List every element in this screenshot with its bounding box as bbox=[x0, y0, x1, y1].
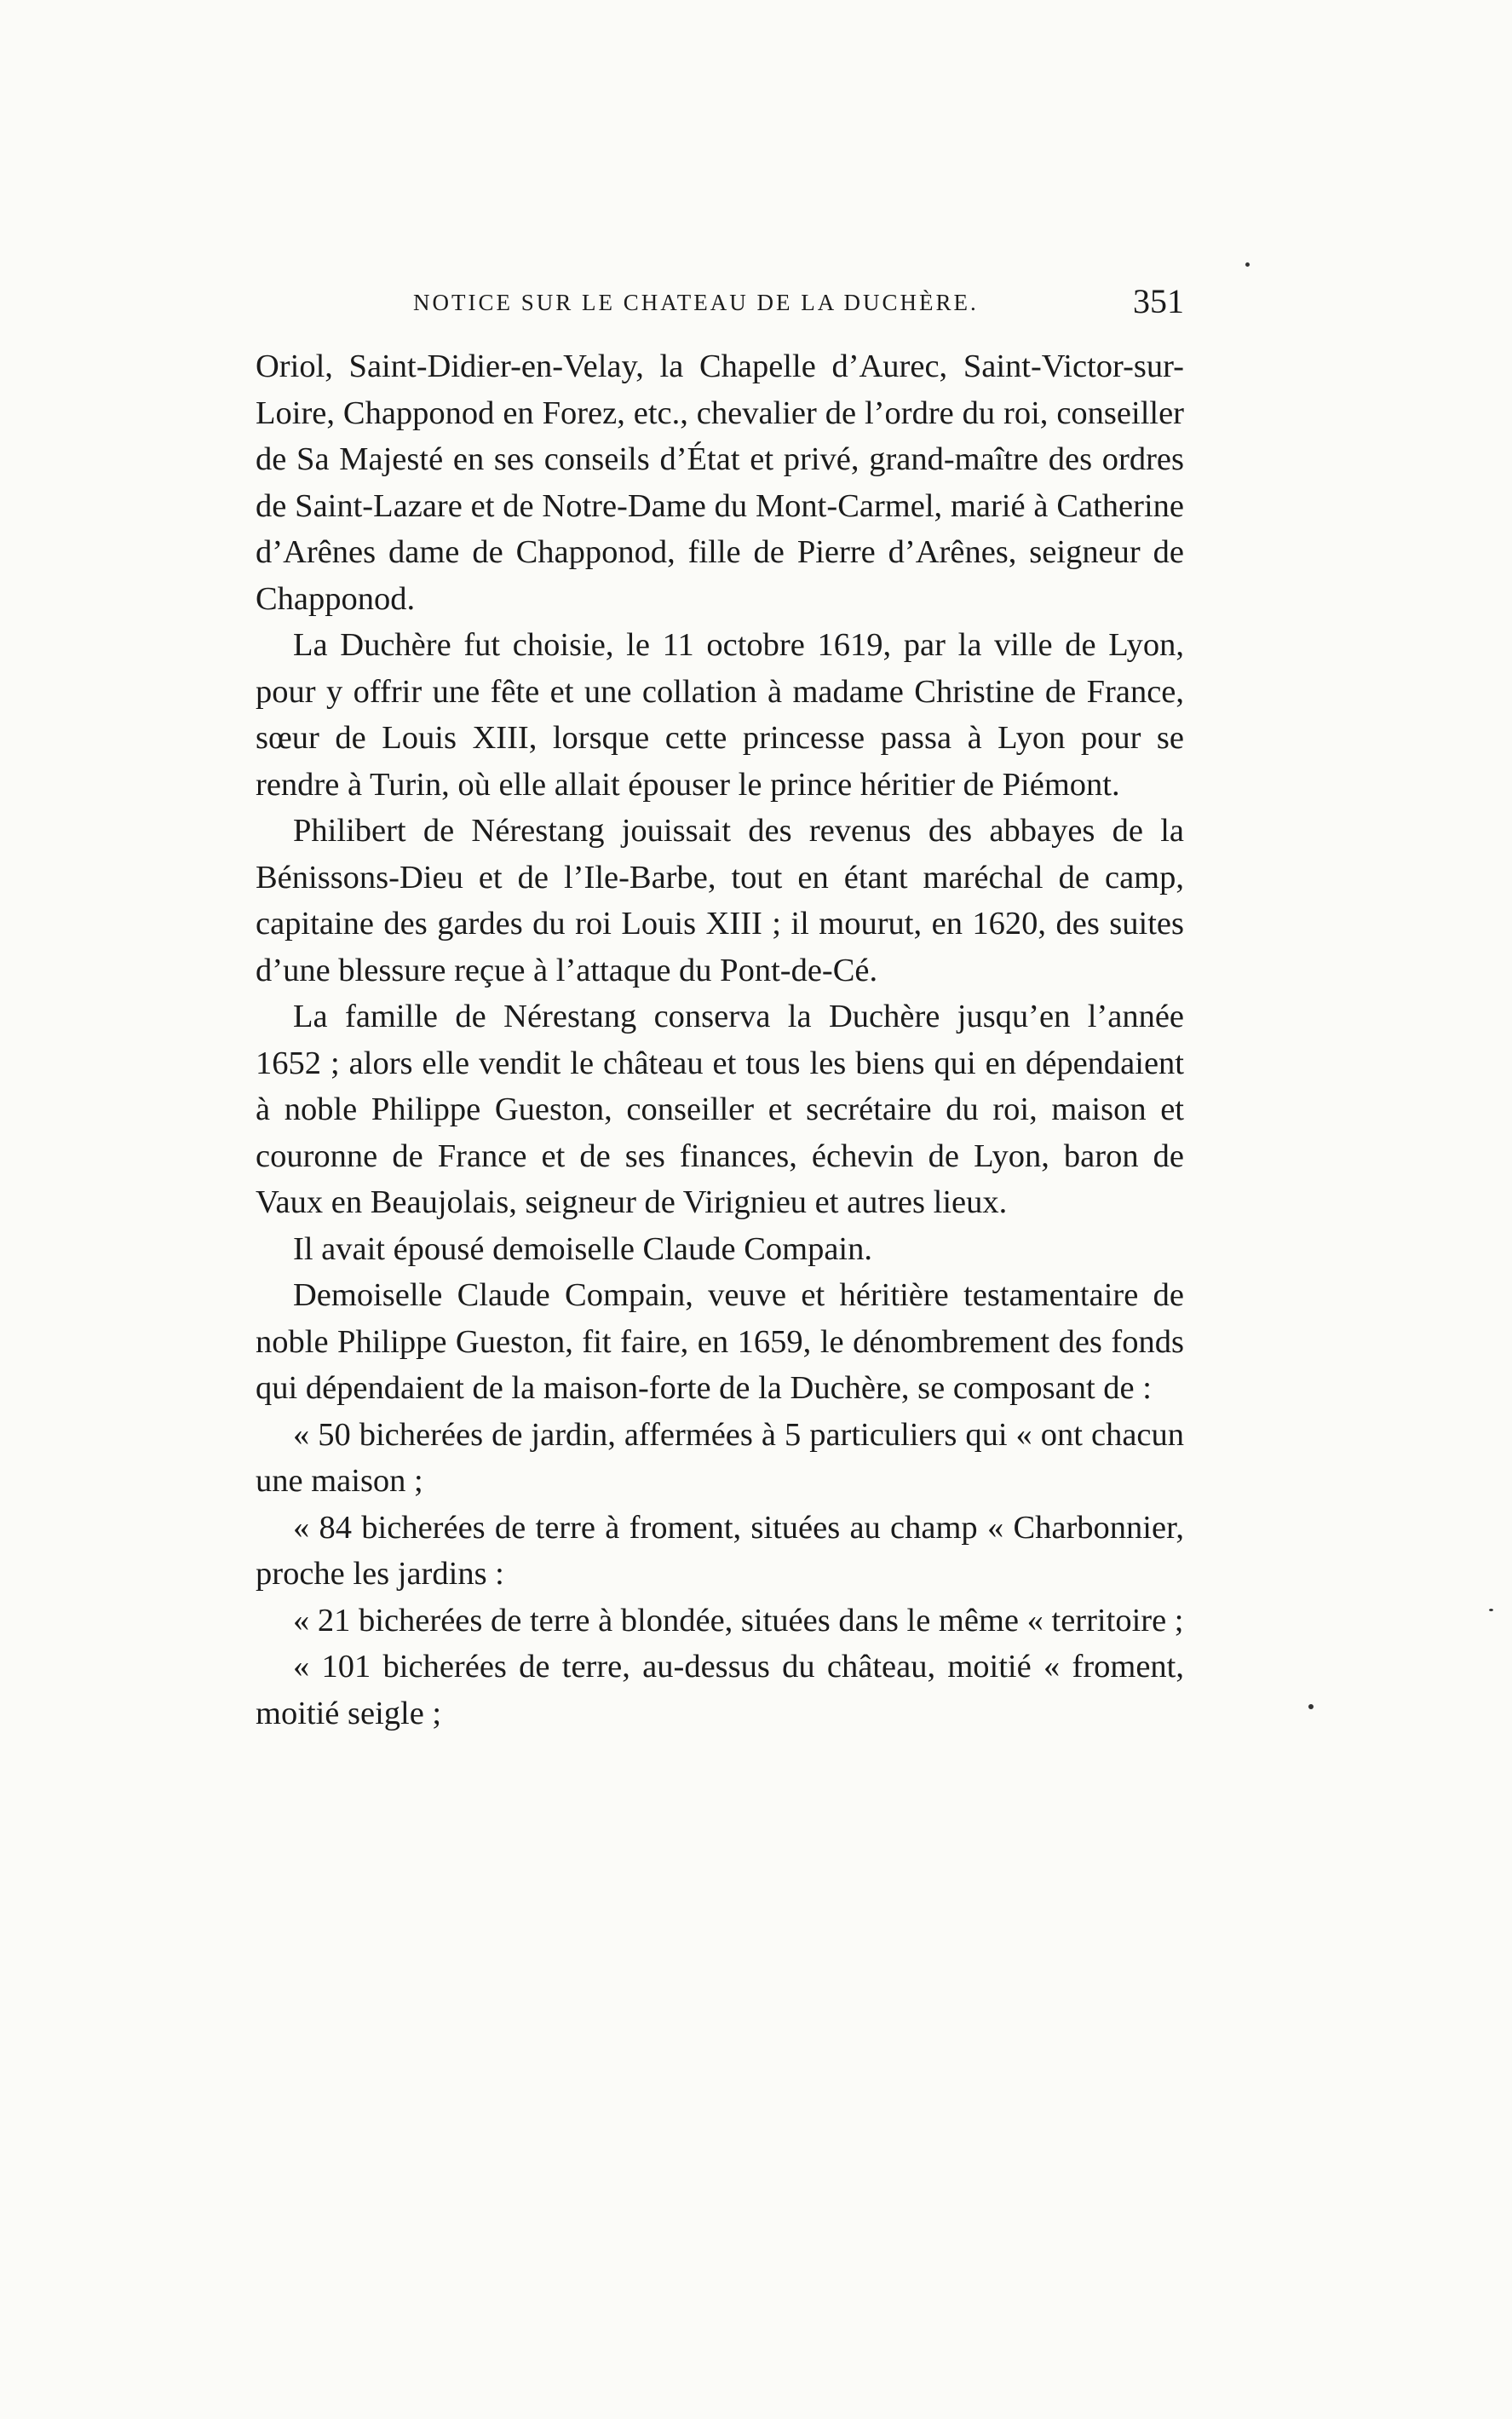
paragraph-4: La famille de Nérestang conserva la Duchère jusqu’en l’année 1652 ; alors elle vendit le château et tous les biens qui en dépendaient à noble Philippe Gueston, conseiller et secrétaire du roi, maison et couronne de France et de ses finances, échevin de Lyon, baron de Vaux en Beaujolais, seigneur de Virignieu et autres lieux. bbox=[256, 999, 1184, 1220]
paragraph-2: La Duchère fut choisie, le 11 octobre 1619, par la ville de Lyon, pour y offrir une fête et une collation à madame Christine de France, sœur de Louis XIII, lorsque cette princesse passa à Lyon pour se rendre à Turin, où elle allait épouser le prince héritier de Piémont. bbox=[256, 627, 1184, 803]
speck bbox=[1308, 1704, 1314, 1709]
quote-line-1: « 50 bicherées de jardin, affermées à 5 particuliers qui « ont chacun une maison ; bbox=[256, 1416, 1184, 1499]
speck bbox=[1489, 1609, 1493, 1611]
paragraph-5: Il avait épousé demoiselle Claude Compain. bbox=[293, 1230, 872, 1267]
quote-line-2: « 84 bicherées de terre à froment, situées au champ « Charbonnier, proche les jardins : bbox=[256, 1509, 1184, 1592]
quote-line-3: « 21 bicherées de terre à blondée, situées dans le même « territoire ; bbox=[293, 1602, 1184, 1639]
paragraph-6: Demoiselle Claude Compain, veuve et héritière testamentaire de noble Philippe Gueston, fit faire, en 1659, le dénombrement des fonds qui dépendaient de la maison-forte de la Duchère, se composant de : bbox=[256, 1277, 1184, 1406]
speck bbox=[1245, 262, 1250, 267]
paragraph-1: Oriol, Saint-Didier-en-Velay, la Chapelle d’Aurec, Saint-Victor-sur-Loire, Chapponod en Forez, etc., chevalier de l’ordre du roi, conseiller de Sa Majesté en ses conseils d’État et privé, grand-maître des ordres de Saint-Lazare et de Notre-Dame du Mont-Carmel, marié à Catherine d’Arênes dame de Chapponod, fille de Pierre d’Arênes, seigneur de Chapponod. bbox=[256, 348, 1184, 617]
page-header bbox=[256, 281, 1184, 332]
page-number: 351 bbox=[1133, 282, 1184, 320]
quote-line-4: « 101 bicherées de terre, au-dessus du château, moitié « froment, moitié seigle ; bbox=[256, 1649, 1184, 1731]
body-text bbox=[256, 343, 1184, 1736]
paragraph-3: Philibert de Nérestang jouissait des revenus des abbayes de la Bénissons-Dieu et de l’Ile-Barbe, tout en étant maréchal de camp, capitaine des gardes du roi Louis XIII ; il mourut, en 1620, des suites d’une blessure reçue à l’attaque du Pont-de-Cé. bbox=[256, 813, 1184, 988]
running-title: NOTICE SUR LE CHATEAU DE LA DUCHÈRE. bbox=[413, 290, 979, 315]
